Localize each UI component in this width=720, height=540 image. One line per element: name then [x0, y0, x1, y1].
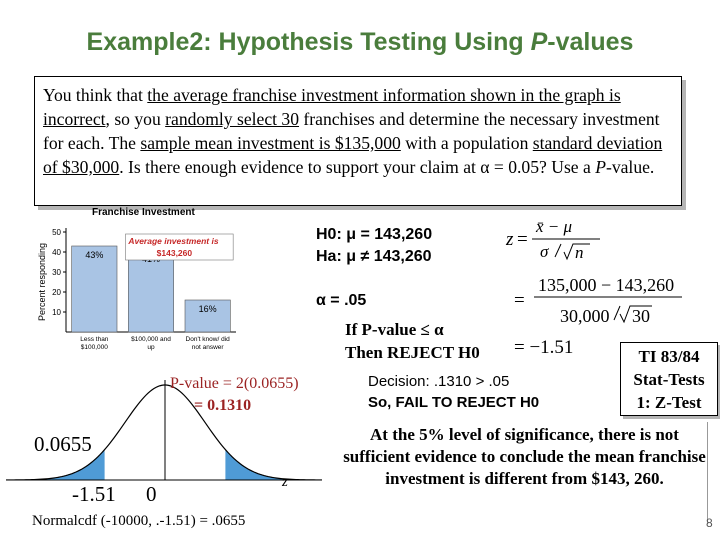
formula-den-n: 30 — [632, 306, 650, 326]
normalcdf-text: Normalcdf (-10000, .-1.51) = .0655 — [32, 513, 246, 529]
problem-underline-1: the average franchise investment information shown in the graph is incorrect — [43, 85, 621, 129]
tail-area-label: 0.0655 — [34, 432, 92, 456]
sqrt-icon — [555, 244, 590, 259]
problem-statement-box — [34, 76, 682, 206]
formula-den-sigma: 30,000 — [560, 306, 610, 326]
formula-eq-1: = — [517, 229, 528, 250]
franchise-bar-chart — [36, 218, 236, 363]
y-tick-label: 20 — [52, 288, 61, 297]
alternative-hypothesis: Ha: μ ≠ 143,260 — [316, 248, 432, 265]
title-italic-p: P — [530, 28, 548, 56]
pvalue-line-2: = 0.1310 — [194, 397, 252, 414]
slide-title — [0, 28, 720, 57]
calculator-line-1: TI 83/84 — [638, 347, 700, 366]
category-label: $100,000 — [80, 344, 108, 351]
category-label: not answer — [191, 344, 224, 351]
y-tick-label: 10 — [52, 308, 61, 317]
calculator-line-3: 1: Z-Test — [636, 393, 702, 412]
y-axis-label: Percent responding — [37, 242, 47, 322]
formula-z: z — [506, 229, 514, 250]
y-tick-label: 30 — [52, 268, 61, 277]
formula-n: n — [575, 243, 584, 262]
problem-text-7: -value. — [605, 157, 655, 177]
page-number: 8 — [706, 516, 713, 530]
problem-text-5: . Is there enough evidence to support your claim at — [119, 157, 481, 177]
problem-text-1: You think that — [43, 85, 148, 105]
category-label: $100,000 and — [131, 336, 171, 343]
problem-p-italic: P — [595, 157, 606, 177]
bar-value-label: 43% — [85, 250, 104, 260]
y-tick-label: 50 — [52, 228, 61, 237]
center-label: 0 — [146, 482, 157, 506]
title-suffix: -values — [547, 28, 634, 56]
problem-underline-3: sample mean investment is $135,000 — [140, 133, 401, 153]
category-label: Less than — [80, 336, 109, 343]
calculator-steps-box — [620, 342, 718, 416]
category-label: Don't know/ did — [185, 336, 230, 343]
z-value-label: -1.51 — [72, 482, 116, 506]
problem-text-4: with a population — [400, 133, 533, 153]
problem-text-3: franchises and determine the necessary investment for each. The — [43, 109, 660, 153]
decision-line-1: Decision: .1310 > .05 — [368, 373, 510, 390]
problem-text-2: , so you — [105, 109, 166, 129]
problem-text-6: ? Use a — [539, 157, 596, 177]
null-hypothesis: H0: μ = 143,260 — [316, 226, 433, 243]
problem-underline-4: standard deviation of $30,000 — [43, 133, 663, 177]
problem-underline-2: randomly select 30 — [165, 109, 300, 129]
annotation-line-2: $143,260 — [156, 248, 193, 258]
conclusion-text: At the 5% level of significance, there is not sufficient evidence to conclude the mean franchise investment is different from $143, 260. — [342, 422, 708, 524]
chart-title: Franchise Investment — [92, 207, 195, 218]
formula-sigma: σ — [540, 242, 549, 261]
pvalue-line-1: P-value = 2(0.0655) — [170, 375, 299, 392]
category-label: up — [147, 344, 155, 351]
rule-line-2: Then REJECT H0 — [345, 343, 480, 362]
formula-numerator: x̄ − μ — [536, 217, 573, 236]
formula-eq-2: = — [514, 290, 525, 311]
formula-num-values: 135,000 − 143,260 — [538, 275, 675, 295]
significance-level: α = .05 — [316, 292, 367, 309]
curve-axis-label: z — [282, 474, 288, 490]
decision-line-2: So, FAIL TO REJECT H0 — [368, 394, 540, 411]
z-formula — [500, 210, 710, 360]
rule-line-1: If P-value ≤ α — [345, 320, 444, 339]
calculator-line-2: Stat-Tests — [633, 370, 705, 389]
problem-alpha: α = 0.05 — [480, 157, 540, 177]
annotation-line-1: Average investment is — [128, 236, 219, 246]
y-tick-label: 40 — [52, 248, 61, 257]
right-tail-shading — [225, 450, 322, 480]
bar-value-label: 16% — [198, 304, 217, 314]
title-prefix: Example2: Hypothesis Testing Using — [86, 28, 531, 56]
formula-result: = −1.51 — [514, 337, 574, 358]
